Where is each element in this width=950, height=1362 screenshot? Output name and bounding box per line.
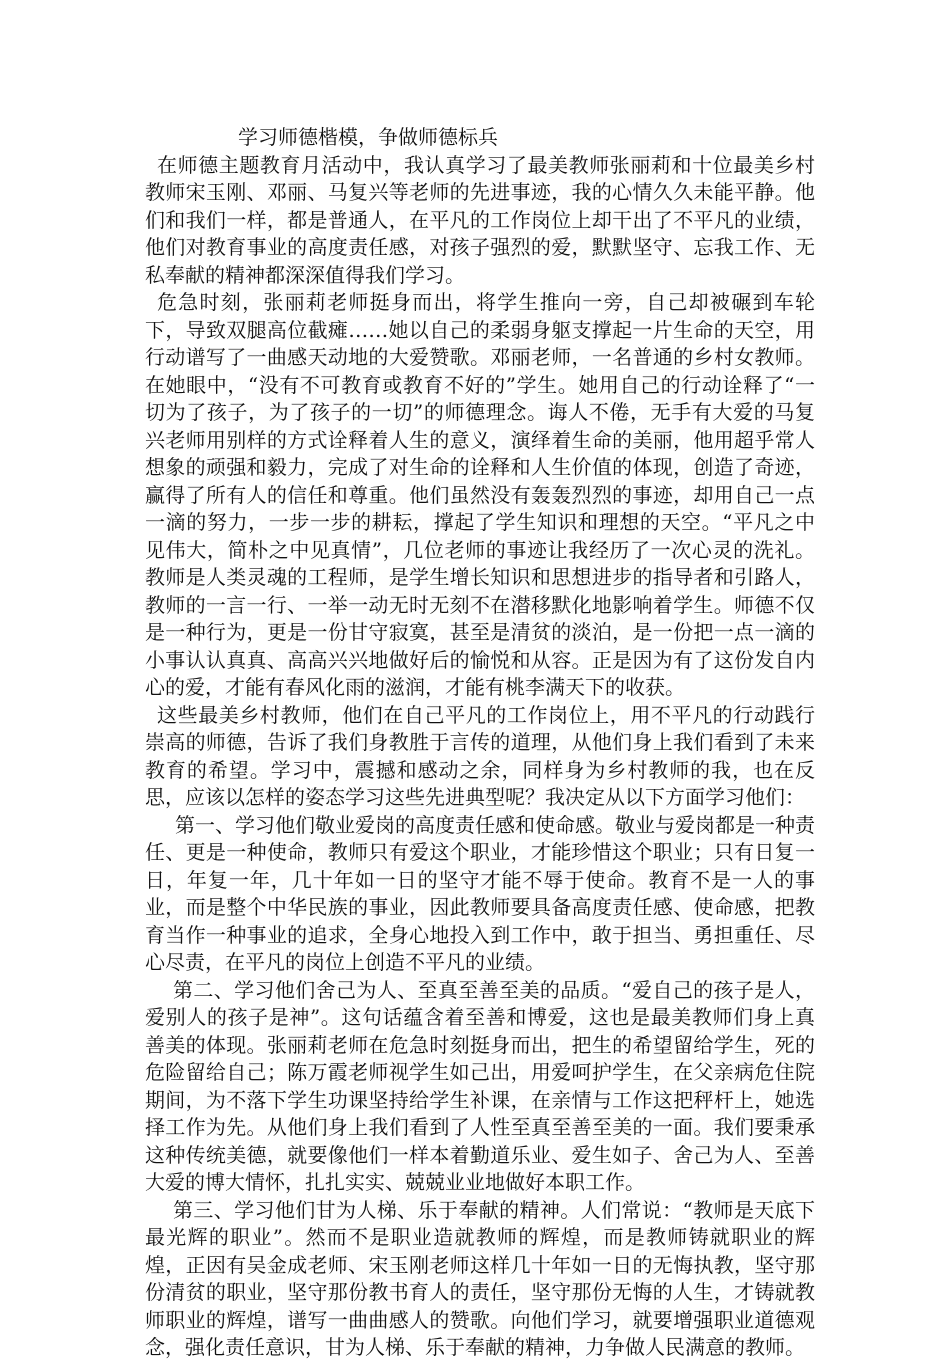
paragraph-reflection: 这些最美乡村教师，他们在自己平凡的工作岗位上，用不平凡的行动践行崇高的师德，告诉了我们身教胜于言传的道理，从他们身上我们看到了未来教育的希望。学习中，震撼和感动之余，同样身为乡村教师的我，也在反思，应该以怎样的姿态学习这些先进典型呢？我决定从以下方面学习他们： bbox=[145, 702, 815, 809]
document-title: 学习师德楷模，争做师德标兵 bbox=[238, 125, 498, 149]
paragraph-teacher-stories: 危急时刻，张丽莉老师挺身而出，将学生推向一旁，自己却被碾到车轮下，导致双腿高位截瘫……她以自己的柔弱身躯支撑起一片生命的天空，用行动谱写了一曲感天动地的大爱赞歌。邓丽老师，一名普通的乡村女教师。在她眼中，“没有不可教育或教育不好的”学生。她用自己的行动诠释了“一切为了孩子，为了孩子的一切”的师德理念。诲人不倦，无手有大爱的马复兴老师用别样的方式诠释着人生的意义，演绎着生命的美丽，他用超乎常人想象的顽强和毅力，完成了对生命的诠释和人生价值的体现，创造了奇迹，赢得了所有人的信任和尊重。他们虽然没有轰轰烈烈的事迹，却用自己一点一滴的努力，一步一步的耕耘，撑起了学生知识和理想的天空。“平凡之中见伟大，简朴之中见真情”，几位老师的事迹让我经历了一次心灵的洗礼。教师是人类灵魂的工程师，是学生增长知识和思想进步的指导者和引路人，教师的一言一行、一举一动无时无刻不在潜移默化地影响着学生。师德不仅是一种行为，更是一份甘守寂寞，甚至是清贫的淡泊，是一份把一点一滴的小事认认真真、高高兴兴地做好后的愉悦和从容。正是因为有了这份发自内心的爱，才能有春风化雨的滋润，才能有桃李满天下的收获。 bbox=[145, 290, 815, 699]
paragraph-point-three: 第三、学习他们甘为人梯、乐于奉献的精神。人们常说：“教师是天底下最光辉的职业”。然而不是职业造就教师的辉煌，而是教师铸就职业的辉煌，正因有吴金成老师、宋玉刚老师这样几十年如一日的无悔执教，坚守那份清贫的职业，坚守那份教书育人的责任，坚守那份无悔的人生，才铸就教师职业的辉煌，谱写一曲曲感人的赞歌。向他们学习，就要增强职业道德观念，强化责任意识，甘为人梯、乐于奉献的精神，力争做人民满意的教师。 bbox=[145, 1197, 815, 1359]
paragraph-point-one: 第一、学习他们敬业爱岗的高度责任感和使命感。敬业与爱岗都是一种责任、更是一种使命，教师只有爱这个职业，才能珍惜这个职业；只有日复一日，年复一年，几十年如一日的坚守才能不辱于使命。教育不是一人的事业，而是整个中华民族的事业，因此教师要具备高度责任感、使命感，把教育当作一种事业的追求，全身心地投入到工作中，敢于担当、勇担重任、尽心尽责，在平凡的岗位上创造不平凡的业绩。 bbox=[145, 812, 815, 974]
paragraph-intro: 在师德主题教育月活动中，我认真学习了最美教师张丽莉和十位最美乡村教师宋玉刚、邓丽、马复兴等老师的先进事迹，我的心情久久未能平静。他们和我们一样，都是普通人，在平凡的工作岗位上却干出了不平凡的业绩，他们对教育事业的高度责任感，对孩子强烈的爱，默默坚守、忘我工作、无私奉献的精神都深深值得我们学习。 bbox=[145, 152, 815, 287]
document-body bbox=[145, 124, 815, 1362]
paragraph-point-two: 第二、学习他们舍己为人、至真至善至美的品质。“爱自己的孩子是人，爱别人的孩子是神”。这句话蕴含着至善和博爱，这也是最美教师们身上真善美的体现。张丽莉老师在危急时刻挺身而出，把生的希望留给学生，死的危险留给自己；陈万霞老师视学生如己出，用爱呵护学生，在父亲病危住院期间，为不落下学生功课坚持给学生补课，在亲情与工作这把秤杆上，她选择工作为先。从他们身上我们看到了人性至真至善至美的一面。我们要秉承这种传统美德，就要像他们一样本着勤道乐业、爱生如子、舍己为人、至善大爱的博大情怀，扎扎实实、兢兢业业地做好本职工作。 bbox=[145, 977, 815, 1194]
